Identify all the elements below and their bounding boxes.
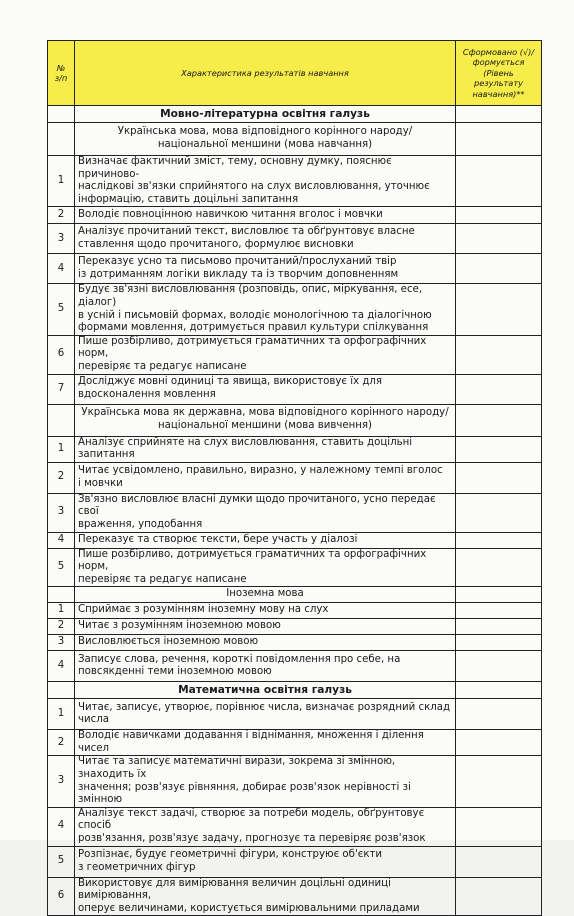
status-cell[interactable] xyxy=(456,284,542,335)
status-cell[interactable] xyxy=(456,651,542,682)
subject-title: Українська мова, мова відповідного корінного народу/ національної меншини (мова навчання) xyxy=(75,123,456,156)
status-cell[interactable] xyxy=(456,603,542,619)
subject-row xyxy=(48,587,542,603)
status-cell[interactable] xyxy=(456,532,542,548)
item-number: 1 xyxy=(48,156,75,207)
item-characteristic: Читає з розумінням іноземною мовою xyxy=(75,619,456,635)
item-characteristic: Переказує та створює тексти, бере участь у діалозі xyxy=(75,532,456,548)
table-row xyxy=(48,807,542,846)
header-characteristic: Характеристика результатів навчання xyxy=(75,41,456,106)
item-number: 2 xyxy=(48,730,75,756)
item-characteristic: Досліджує мовні одиниці та явища, використовує їх для вдосконалення мовлення xyxy=(75,374,456,404)
item-number: 3 xyxy=(48,635,75,651)
status-cell[interactable] xyxy=(456,254,542,284)
status-cell[interactable] xyxy=(456,374,542,404)
subject-title: Українська мова як державна, мова відповідного корінного народу/ національної меншини (мова вивчення) xyxy=(75,404,456,436)
item-characteristic: Записує слова, речення, короткі повідомлення про себе, на повсякденні теми іноземною мовою xyxy=(75,651,456,682)
item-characteristic: Розпізнає, будує геометричні фігури, конструює об'єкти з геометричних фігур xyxy=(75,846,456,877)
item-number: 5 xyxy=(48,846,75,877)
item-characteristic: Володіє навичками додавання і віднімання, множення і ділення чисел xyxy=(75,730,456,756)
table-row xyxy=(48,156,542,207)
table-row xyxy=(48,462,542,493)
table-row xyxy=(48,374,542,404)
header-number: № з/п xyxy=(48,41,75,106)
item-number: 2 xyxy=(48,619,75,635)
table-row xyxy=(48,619,542,635)
item-number: 1 xyxy=(48,699,75,730)
item-number: 6 xyxy=(48,335,75,374)
table-row xyxy=(48,254,542,284)
item-characteristic: Читає усвідомлено, правильно, виразно, у належному темпі вголос і мовчки xyxy=(75,462,456,493)
item-number: 5 xyxy=(48,548,75,587)
blank-cell xyxy=(456,682,542,699)
item-characteristic: Володіє повноцінною навичкою читання вголос і мовчки xyxy=(75,207,456,224)
table-row xyxy=(48,207,542,224)
item-number: 4 xyxy=(48,532,75,548)
item-characteristic: Аналізує сприйняте на слух висловлювання, ставить доцільні запитання xyxy=(75,436,456,462)
blank-cell xyxy=(48,587,75,603)
status-cell[interactable] xyxy=(456,462,542,493)
status-cell[interactable] xyxy=(456,156,542,207)
table-row xyxy=(48,603,542,619)
status-cell[interactable] xyxy=(456,548,542,587)
educational-area-row xyxy=(48,682,542,699)
item-characteristic: Сприймає з розумінням іноземну мову на слух xyxy=(75,603,456,619)
table-row xyxy=(48,635,542,651)
blank-cell xyxy=(456,587,542,603)
table-row xyxy=(48,730,542,756)
learning-results-table xyxy=(47,40,542,916)
item-number: 2 xyxy=(48,207,75,224)
educational-area-row xyxy=(48,106,542,123)
status-cell[interactable] xyxy=(456,207,542,224)
blank-cell xyxy=(48,682,75,699)
item-number: 4 xyxy=(48,807,75,846)
table-row xyxy=(48,436,542,462)
subject-row xyxy=(48,404,542,436)
item-characteristic: Читає, записує, утворює, порівнює числа, визначає розрядний склад числа xyxy=(75,699,456,730)
blank-cell xyxy=(48,106,75,123)
item-number: 3 xyxy=(48,756,75,807)
item-number: 5 xyxy=(48,284,75,335)
status-cell[interactable] xyxy=(456,436,542,462)
table-row xyxy=(48,335,542,374)
item-characteristic: Читає та записує математичні вирази, зокрема зі змінною, знаходить їх значення; розв'язує рівняння, добирає розв'язок нерівності зі змінною xyxy=(75,756,456,807)
status-cell[interactable] xyxy=(456,619,542,635)
item-number: 1 xyxy=(48,436,75,462)
blank-cell xyxy=(48,404,75,436)
table-row xyxy=(48,548,542,587)
status-cell[interactable] xyxy=(456,493,542,532)
blank-cell xyxy=(456,106,542,123)
item-number: 1 xyxy=(48,603,75,619)
item-number: 7 xyxy=(48,374,75,404)
item-number: 3 xyxy=(48,224,75,254)
table-row xyxy=(48,284,542,335)
item-characteristic: Переказує усно та письмово прочитаний/прослуханий твір із дотриманням логіки викладу та із творчим доповненням xyxy=(75,254,456,284)
item-number: 6 xyxy=(48,877,75,916)
item-characteristic: Будує зв'язні висловлювання (розповідь, опис, міркування, есе, діалог) в усній і письмовій формах, володіє монологічною та діалогічною формами мовлення, дотримується правил культури спілкування xyxy=(75,284,456,335)
status-cell[interactable] xyxy=(456,699,542,730)
item-characteristic: Аналізує текст задачі, створює за потреби модель, обґрунтовує спосіб розв'язання, розв'язує задачу, прогнозує та перевіряє розв'язок xyxy=(75,807,456,846)
table-row xyxy=(48,756,542,807)
item-characteristic: Пише розбірливо, дотримується граматичних та орфографічних норм, перевіряє та редагує написане xyxy=(75,548,456,587)
status-cell[interactable] xyxy=(456,730,542,756)
item-characteristic: Висловлюється іноземною мовою xyxy=(75,635,456,651)
blank-cell xyxy=(456,123,542,156)
blank-cell xyxy=(456,404,542,436)
table-row xyxy=(48,493,542,532)
item-characteristic: Зв'язно висловлює власні думки щодо прочитаного, усно передає свої враження, уподобання xyxy=(75,493,456,532)
table-row xyxy=(48,532,542,548)
table-row xyxy=(48,651,542,682)
area-title: Мовно-літературна освітня галузь xyxy=(75,106,456,123)
table-header-row xyxy=(48,41,542,106)
table-row xyxy=(48,699,542,730)
status-cell[interactable] xyxy=(456,224,542,254)
area-title: Математична освітня галузь xyxy=(75,682,456,699)
blank-cell xyxy=(48,123,75,156)
item-characteristic: Визначає фактичний зміст, тему, основну думку, пояснює причиново- наслідкові зв'язки сприйнятого на слух висловлювання, уточнює інформацію, ставить доцільні запитання xyxy=(75,156,456,207)
table-row xyxy=(48,224,542,254)
item-characteristic: Пише розбірливо, дотримується граматичних та орфографічних норм, перевіряє та редагує написане xyxy=(75,335,456,374)
item-number: 2 xyxy=(48,462,75,493)
item-number: 4 xyxy=(48,254,75,284)
subject-title: Іноземна мова xyxy=(75,587,456,603)
status-cell[interactable] xyxy=(456,335,542,374)
subject-row xyxy=(48,123,542,156)
table-row xyxy=(48,846,542,877)
table-row xyxy=(48,877,542,916)
header-status: Сформовано (√)/ формується (Рівень результату навчання)** xyxy=(456,41,542,106)
table-body xyxy=(48,106,542,916)
item-number: 4 xyxy=(48,651,75,682)
status-cell[interactable] xyxy=(456,877,542,916)
item-number: 3 xyxy=(48,493,75,532)
item-characteristic: Аналізує прочитаний текст, висловлює та обґрунтовує власне ставлення щодо прочитаного, формулює висновки xyxy=(75,224,456,254)
item-characteristic: Використовує для вимірювання величин доцільні одиниці вимірювання, оперує величинами, користується вимірювальними приладами xyxy=(75,877,456,916)
status-cell[interactable] xyxy=(456,756,542,807)
status-cell[interactable] xyxy=(456,807,542,846)
status-cell[interactable] xyxy=(456,846,542,877)
status-cell[interactable] xyxy=(456,635,542,651)
